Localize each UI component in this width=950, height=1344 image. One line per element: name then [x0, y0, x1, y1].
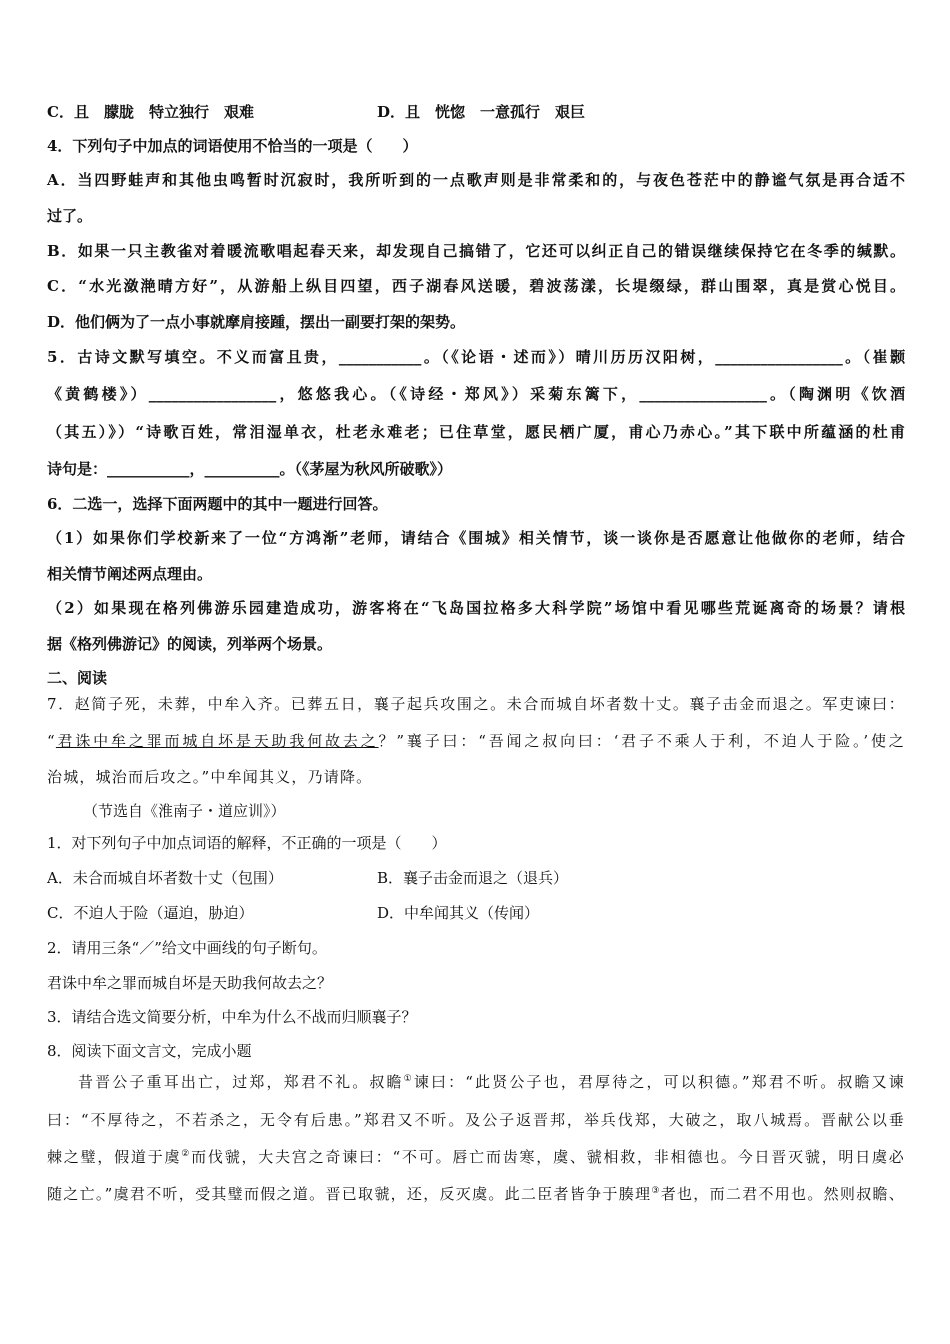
- q7-sub1-option-c: C．不迫人于险（逼迫，胁迫）: [47, 904, 254, 922]
- q7-sub1-option-a: A．未合而城自坏者数十丈（包围）: [47, 869, 283, 887]
- q7-passage-line-2: [47, 730, 905, 752]
- q4-option-a: A．当四野蛙声和其他虫鸣暂时沉寂时，我所听到的一点歌声则是非常柔和的，与夜色苍茫中的静谧气氛是再合适不: [47, 171, 905, 189]
- q7-sub1-stem: 1．对下列句子中加点词语的解释，不正确的一项是（ ）: [47, 834, 447, 852]
- footnote-marker: ②: [181, 1149, 192, 1159]
- underlined-sentence: 君诛中牟之罪而城自坏是天助我何故去之: [55, 732, 379, 750]
- q8-text: 昔晋公子重耳出亡，过郑，郑君不礼。叔瞻: [78, 1073, 404, 1091]
- q8-text: 者也，而二君不用也。然则叔瞻、: [660, 1185, 905, 1203]
- q5-line-2: 《黄鹤楼》）_________________，悠悠我心。（《诗经・郑风》）采菊东篱下，_________________。（陶渊明《饮酒: [47, 385, 905, 403]
- q4-option-a-cont: 过了。: [47, 207, 93, 225]
- q4-option-c: C．“水光潋滟晴方好”，从游船上纵目四望，西子湖春风送暖，碧波荡漾，长堤缀绿，群山围翠，真是赏心悦目。: [47, 277, 905, 295]
- q6-stem: 6．二选一，选择下面两题中的其中一题进行回答。: [47, 495, 388, 513]
- q7-sub1-option-b: B．襄子击金而退之（退兵）: [377, 869, 569, 887]
- q5-line-4: 诗句是：___________，__________。（《茅屋为秋风所破歌》）: [47, 460, 453, 478]
- q8-passage-line-3: [47, 1146, 905, 1168]
- q8-text: 而伐虢，大夫宫之奇谏曰：“不可。唇亡而齿寒，虞、虢相救，非相德也。今日晋灭虢，明日虞必: [191, 1148, 905, 1166]
- q4-option-b: B．如果一只主教雀对着暖流歌唱起春天来，却发现自己搞错了，它还可以纠正自己的错误继续保持它在冬季的缄默。: [47, 242, 905, 260]
- q3-option-c: C．且 朦胧 特立独行 艰难: [47, 103, 254, 121]
- q6-part1: （1）如果你们学校新来了一位“方鸿渐”老师，请结合《围城》相关情节，谈一谈你是否愿意让他做你的老师，结合: [47, 529, 905, 547]
- q7-sub3-stem: 3．请结合选文简要分析，中牟为什么不战而归顺襄子？: [47, 1008, 417, 1026]
- q7-passage-line-3: 治城，城治而后攻之。”中牟闻其义，乃请降。: [47, 768, 373, 786]
- q7-quote-open: “: [47, 732, 56, 750]
- q4-option-d: D．他们俩为了一点小事就摩肩接踵，摆出一副要打架的架势。: [47, 313, 466, 331]
- q8-stem: 8．阅读下面文言文，完成小题: [47, 1042, 252, 1060]
- q7-sub2-stem: 2．请用三条“／”给文中画线的句子断句。: [47, 939, 327, 957]
- q8-text: 谏曰：“此贤公子也，君厚待之，可以积德。”郑君不听。叔瞻又谏: [413, 1073, 905, 1091]
- q8-text: 棘之璧，假道于虞: [47, 1148, 182, 1166]
- q3-option-d: D．且 恍惚 一意孤行 艰巨: [377, 103, 586, 121]
- q5-line-3: （其五）》）“诗歌百姓，常泪湿单衣，杜老永难老；已住草堂，愿民栖广厦，甫心乃赤心。”其下联中所蕴涵的杜甫: [47, 423, 905, 441]
- q6-part1-cont: 相关情节阐述两点理由。: [47, 565, 213, 583]
- q5-line-1: 5．古诗文默写填空。不义而富且贵，___________。（《论语・述而》）晴川历历汉阳树，_________________。（崔颢: [47, 348, 905, 366]
- footnote-marker: ①: [403, 1074, 414, 1084]
- q8-passage-line-4: [47, 1183, 905, 1205]
- q7-sub1-option-d: D．中牟闻其义（传闻）: [377, 904, 540, 922]
- q8-text: 随之亡。”虞君不听，受其璧而假之道。晋已取虢，还，反灭虞。此二臣者皆争于腠理: [47, 1185, 652, 1203]
- q6-part2-cont: 据《格列佛游记》的阅读，列举两个场景。: [47, 635, 333, 653]
- section-heading: 二、阅读: [47, 669, 108, 687]
- q8-passage-line-2: 曰：“不厚待之，不若杀之，无令有后患。”郑君又不听。及公子返晋邦，举兵伐郑，大破之，取八城焉。晋献公以垂: [47, 1111, 905, 1129]
- q6-part2: （2）如果现在格列佛游乐园建造成功，游客将在“飞岛国拉格多大科学院”场馆中看见哪些荒诞离奇的场景？请根: [47, 599, 905, 617]
- q8-passage-line-1: [78, 1071, 905, 1093]
- q4-stem: 4．下列句子中加点的词语使用不恰当的一项是（ ）: [47, 137, 418, 155]
- footnote-marker: ③: [651, 1186, 661, 1196]
- q7-passage-line-1: 7．赵简子死，未葬，中牟入齐。已葬五日，襄子起兵攻围之。未合而城自坏者数十丈。襄子击金而退之。军吏谏曰：: [47, 695, 905, 713]
- q7-sub2-sentence: 君诛中牟之罪而城自坏是天助我何故去之？: [47, 974, 333, 992]
- q7-source: （节选自《淮南子・道应训》）: [83, 802, 286, 820]
- q7-quote-rest: ？”襄子曰：“吾闻之叔向曰：‘君子不乘人于利，不迫人于险。’使之: [378, 732, 905, 750]
